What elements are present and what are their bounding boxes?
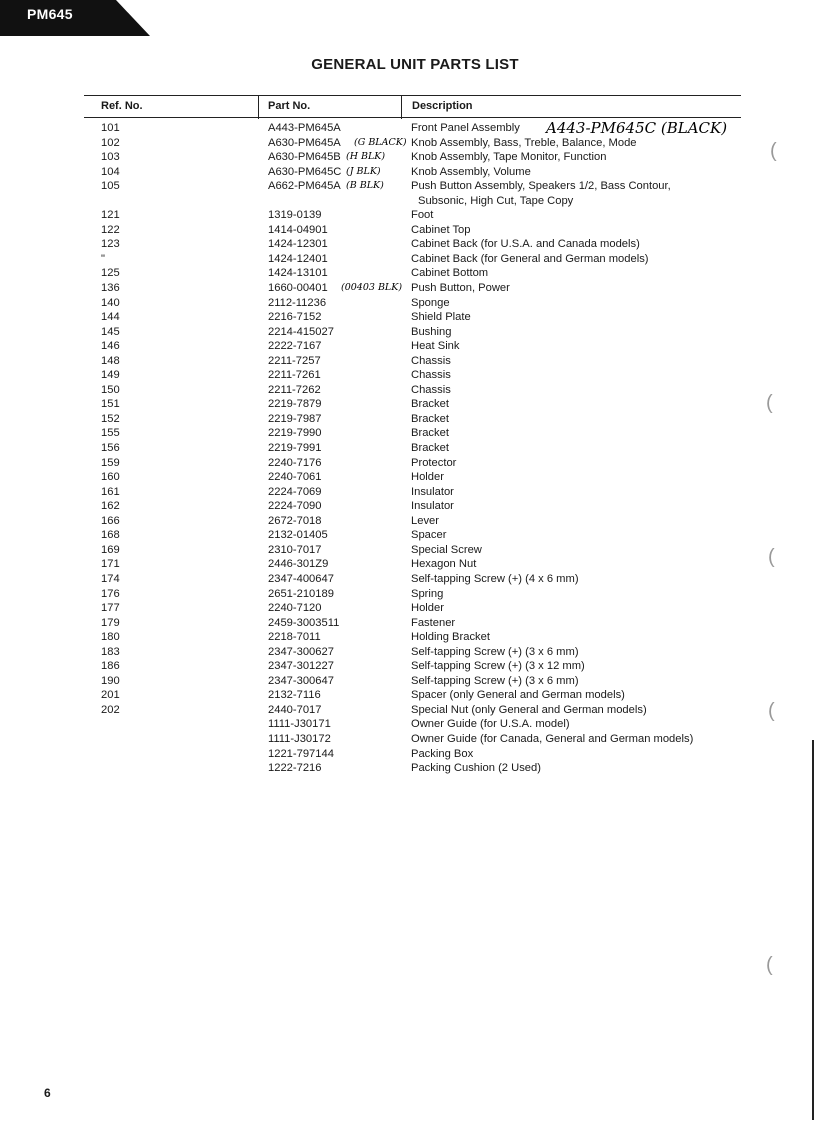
- ref-no-cell: 152: [101, 412, 120, 425]
- part-no-cell: 2211-7257: [268, 354, 321, 367]
- model-tab-label: PM645: [27, 6, 73, 22]
- page-title: GENERAL UNIT PARTS LIST: [311, 56, 519, 73]
- part-no-cell: 2219-7990: [268, 427, 322, 440]
- ref-no-cell: 149: [101, 369, 120, 382]
- description-cell: Insulator: [411, 485, 454, 498]
- part-no-cell: 2219-7987: [268, 412, 322, 425]
- part-no-cell: 2222-7167: [268, 340, 322, 353]
- table-row: [0, 237, 814, 252]
- part-no-cell: 1660-00401: [268, 282, 328, 295]
- description-cell: Cabinet Top: [411, 223, 471, 236]
- table-row: [0, 354, 814, 369]
- description-cell: Bracket: [411, 412, 449, 425]
- part-no-cell: 2651-210189: [268, 587, 334, 600]
- description-cell: Bracket: [411, 427, 449, 440]
- part-no-cell: 1111-J30171: [268, 718, 331, 731]
- part-no-cell: A630-PM645C: [268, 165, 342, 178]
- part-no-cell: 2240-7120: [268, 602, 322, 615]
- table-header-rule-top: [84, 95, 741, 96]
- description-cell: Holding Bracket: [411, 631, 490, 644]
- table-header-rule-bottom: [84, 117, 741, 118]
- ref-no-cell: 150: [101, 383, 120, 396]
- description-cell: Chassis: [411, 369, 451, 382]
- table-row: [0, 601, 814, 616]
- ref-no-cell: 202: [101, 703, 120, 716]
- part-no-cell: 2214-415027: [268, 325, 334, 338]
- handwritten-note-101: A443-PM645C (BLACK): [546, 119, 728, 137]
- description-cell: Push Button Assembly, Speakers 1/2, Bass Contour,: [411, 180, 671, 193]
- table-row: [0, 616, 814, 631]
- ref-no-cell: 145: [101, 325, 120, 338]
- table-row: [0, 528, 814, 543]
- description-cell: Push Button, Power: [411, 282, 510, 295]
- table-row: [0, 310, 814, 325]
- column-divider: [401, 95, 402, 119]
- ref-no-cell: 101: [101, 122, 120, 134]
- table-row: [0, 136, 814, 151]
- description-cell: Owner Guide (for Canada, General and German models): [411, 732, 694, 745]
- ref-no-cell: 159: [101, 456, 120, 469]
- description-cell: Cabinet Back (for General and German models): [411, 252, 649, 265]
- part-no-cell: 1414-04901: [268, 223, 328, 236]
- ref-no-cell: 103: [101, 151, 120, 164]
- part-no-cell: 2347-301227: [268, 660, 334, 673]
- description-cell: Special Nut (only General and German models): [411, 703, 647, 716]
- part-no-cell: A630-PM645A: [268, 136, 341, 149]
- ref-no-cell: 148: [101, 354, 120, 367]
- ref-no-cell: 146: [101, 340, 120, 353]
- part-no-cell: 2459-3003511: [268, 616, 340, 629]
- description-cell: Insulator: [411, 500, 454, 513]
- ref-no-cell: 183: [101, 645, 120, 658]
- description-cell: Shield Plate: [411, 311, 471, 324]
- column-divider: [258, 95, 259, 119]
- table-row: [0, 703, 814, 718]
- table-row: [0, 426, 814, 441]
- handwritten-note-104: (J BLK): [346, 166, 381, 177]
- ref-no-cell: 177: [101, 602, 120, 615]
- table-row: [0, 717, 814, 732]
- table-row: [0, 456, 814, 471]
- description-cell: Cabinet Back (for U.S.A. and Canada models): [411, 238, 640, 251]
- ref-no-cell: 105: [101, 180, 120, 193]
- handwritten-note-102: (G BLACK): [354, 137, 407, 148]
- ref-no-cell: 123: [101, 238, 120, 251]
- description-cell: Hexagon Nut: [411, 558, 477, 571]
- description-cell: Knob Assembly, Tape Monitor, Function: [411, 151, 607, 164]
- part-no-cell: 2347-300647: [268, 674, 334, 687]
- table-row: [0, 441, 814, 456]
- table-row: [0, 572, 814, 587]
- description-cell: Self-tapping Screw (+) (4 x 6 mm): [411, 572, 579, 585]
- table-row: [0, 383, 814, 398]
- description-cell: Heat Sink: [411, 340, 460, 353]
- part-no-cell: 2218-7011: [268, 631, 321, 644]
- table-row: [0, 208, 814, 223]
- description-cell: Bracket: [411, 398, 449, 411]
- ref-no-cell: 162: [101, 500, 120, 513]
- part-no-cell: A630-PM645B: [268, 151, 341, 164]
- ref-no-cell: 122: [101, 223, 120, 236]
- page-number: 6: [44, 1086, 51, 1100]
- table-row: [0, 645, 814, 660]
- binding-hole-mark: (: [770, 140, 777, 162]
- table-row: [0, 557, 814, 572]
- ref-no-cell: 168: [101, 529, 120, 542]
- handwritten-note-136: (00403 BLK): [341, 282, 403, 293]
- part-no-cell: 1424-13101: [268, 267, 328, 280]
- table-row: [0, 150, 814, 165]
- description-cell: Foot: [411, 209, 434, 222]
- description-cell: Front Panel Assembly: [411, 122, 520, 134]
- description-cell: Knob Assembly, Volume: [411, 165, 531, 178]
- description-cell: Bracket: [411, 442, 449, 455]
- part-no-cell: 2310-7017: [268, 543, 322, 556]
- table-row: [0, 688, 814, 703]
- part-no-cell: 2112-11236: [268, 296, 327, 309]
- ref-no-cell: 144: [101, 311, 120, 324]
- description-cell: Spring: [411, 587, 444, 600]
- table-row: [0, 587, 814, 602]
- part-no-cell: 2216-7152: [268, 311, 322, 324]
- table-row: [0, 630, 814, 645]
- part-no-cell: 2347-400647: [268, 572, 334, 585]
- part-no-cell: 2132-7116: [268, 689, 321, 702]
- table-row: [0, 281, 814, 296]
- ref-no-cell: 180: [101, 631, 120, 644]
- table-row: [0, 499, 814, 514]
- ref-no-cell: 169: [101, 543, 120, 556]
- binding-hole-mark: (: [766, 954, 773, 976]
- ref-no-cell: 174: [101, 572, 120, 585]
- part-no-cell: 1424-12301: [268, 238, 328, 251]
- ref-no-cell: 121: [101, 209, 120, 222]
- parts-table: [0, 121, 814, 776]
- description-cell: Knob Assembly, Bass, Treble, Balance, Mode: [411, 136, 637, 149]
- ref-no-cell: 140: [101, 296, 120, 309]
- part-no-cell: A662-PM645A: [268, 180, 341, 193]
- description-cell: Self-tapping Screw (+) (3 x 6 mm): [411, 645, 579, 658]
- table-row: [0, 514, 814, 529]
- ref-no-cell: 136: [101, 282, 120, 295]
- ref-no-cell: 201: [101, 689, 120, 702]
- ref-no-cell: 176: [101, 587, 120, 600]
- binding-hole-mark: (: [768, 700, 775, 722]
- description-cell: Self-tapping Screw (+) (3 x 6 mm): [411, 674, 579, 687]
- ref-no-cell: 102: [101, 136, 120, 149]
- part-no-cell: 2224-7090: [268, 500, 322, 513]
- ref-no-cell: 190: [101, 674, 120, 687]
- table-row: [0, 659, 814, 674]
- part-no-cell: 2347-300627: [268, 645, 334, 658]
- description-cell: Cabinet Bottom: [411, 267, 489, 280]
- description-cell: Spacer (only General and German models): [411, 689, 625, 702]
- part-no-cell: 2211-7262: [268, 383, 321, 396]
- part-no-cell: A443-PM645A: [268, 122, 341, 134]
- description-cell: Lever: [411, 514, 439, 527]
- table-row: [0, 485, 814, 500]
- ref-no-cell: ": [101, 252, 105, 265]
- description-cell-continued: Subsonic, High Cut, Tape Copy: [418, 194, 574, 207]
- model-tab: [0, 0, 150, 36]
- part-no-cell: 2211-7261: [268, 369, 321, 382]
- description-cell: Bushing: [411, 325, 452, 338]
- table-row: [0, 397, 814, 412]
- description-cell: Chassis: [411, 383, 451, 396]
- description-cell: Holder: [411, 602, 444, 615]
- handwritten-note-105: (B BLK): [346, 180, 384, 191]
- table-row: [0, 179, 814, 208]
- part-no-cell: 2132-01405: [268, 529, 328, 542]
- description-cell: Self-tapping Screw (+) (3 x 12 mm): [411, 660, 585, 673]
- ref-no-cell: 166: [101, 514, 120, 527]
- table-row: [0, 732, 814, 747]
- description-cell: Protector: [411, 456, 457, 469]
- description-cell: Spacer: [411, 529, 447, 542]
- part-no-cell: 2446-301Z9: [268, 558, 329, 571]
- handwritten-note-103: (H BLK): [346, 151, 386, 162]
- part-no-cell: 2219-7879: [268, 398, 322, 411]
- part-no-cell: 2440-7017: [268, 703, 322, 716]
- ref-no-cell: 156: [101, 442, 120, 455]
- table-row: [0, 296, 814, 311]
- table-row: [0, 761, 814, 776]
- description-cell: Special Screw: [411, 543, 482, 556]
- ref-no-cell: 179: [101, 616, 120, 629]
- description-cell: Sponge: [411, 296, 450, 309]
- part-no-cell: 1222-7216: [268, 762, 322, 775]
- ref-no-cell: 151: [101, 398, 120, 411]
- description-cell: Chassis: [411, 354, 451, 367]
- table-row: [0, 266, 814, 281]
- table-row: [0, 252, 814, 267]
- description-cell: Owner Guide (for U.S.A. model): [411, 718, 570, 731]
- column-header-ref: Ref. No.: [101, 100, 143, 112]
- table-row: [0, 543, 814, 558]
- part-no-cell: 1111-J30172: [268, 732, 331, 745]
- table-row: [0, 165, 814, 180]
- ref-no-cell: 104: [101, 165, 120, 178]
- ref-no-cell: 161: [101, 485, 120, 498]
- column-header-description: Description: [412, 100, 473, 112]
- description-cell: Holder: [411, 471, 444, 484]
- table-row: [0, 223, 814, 238]
- table-row: [0, 470, 814, 485]
- part-no-cell: 2219-7991: [268, 442, 322, 455]
- description-cell: Packing Box: [411, 747, 474, 760]
- ref-no-cell: 125: [101, 267, 120, 280]
- table-row: [0, 325, 814, 340]
- model-tab-shape: [0, 0, 150, 36]
- part-no-cell: 2672-7018: [268, 514, 322, 527]
- part-no-cell: 1424-12401: [268, 252, 328, 265]
- part-no-cell: 2224-7069: [268, 485, 322, 498]
- ref-no-cell: 171: [101, 558, 120, 571]
- part-no-cell: 2240-7176: [268, 456, 322, 469]
- part-no-cell: 1319-0139: [268, 209, 322, 222]
- description-cell: Fastener: [411, 616, 456, 629]
- table-row: [0, 339, 814, 354]
- binding-hole-mark: (: [768, 546, 775, 568]
- ref-no-cell: 155: [101, 427, 120, 440]
- column-header-part: Part No.: [268, 100, 311, 112]
- description-cell: Packing Cushion (2 Used): [411, 762, 541, 775]
- part-no-cell: 1221-797144: [268, 747, 334, 760]
- table-row: [0, 368, 814, 383]
- table-row: [0, 412, 814, 427]
- binding-hole-mark: (: [766, 392, 773, 414]
- table-row: [0, 674, 814, 689]
- part-no-cell: 2240-7061: [268, 471, 322, 484]
- ref-no-cell: 186: [101, 660, 120, 673]
- table-row: [0, 747, 814, 762]
- ref-no-cell: 160: [101, 471, 120, 484]
